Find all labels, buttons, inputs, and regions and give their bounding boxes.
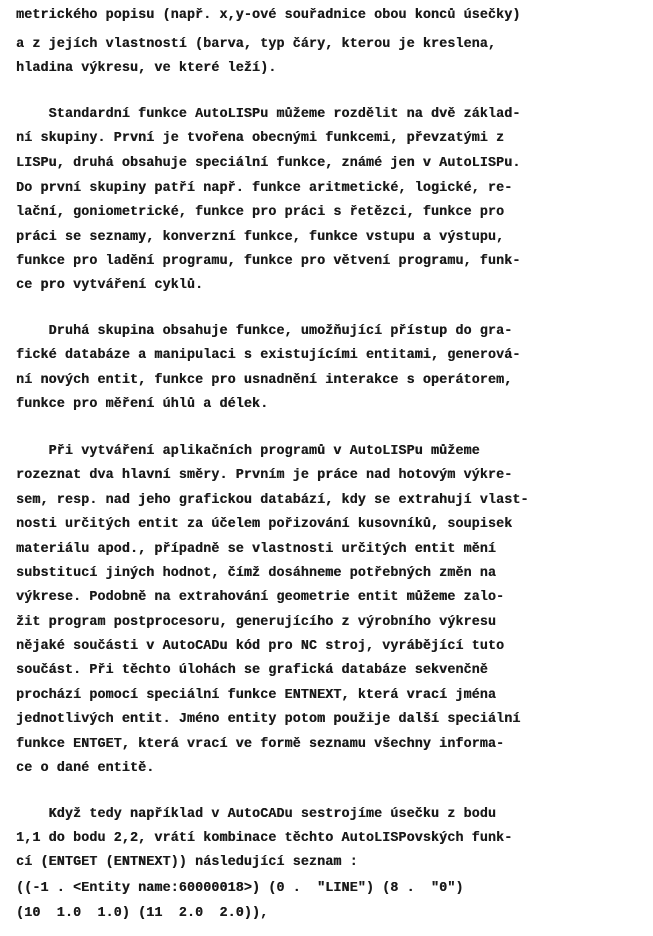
text-line: funkce ENTGET, která vrací ve formě seznamu všechny informa- [16, 737, 505, 752]
code-line: ((-1 . <Entity name:60000018>) (0 . "LINE") (8 . "0") [16, 881, 464, 896]
text-line: 1,1 do bodu 2,2, vrátí kombinace těchto AutoLISPovských funk- [16, 831, 513, 846]
paragraph-start: Standardní funkce AutoLISPu můžeme rozdělit na dvě základ- [16, 107, 521, 122]
text-line: LISPu, druhá obsahuje speciální funkce, známé jen v AutoLISPu. [16, 156, 521, 171]
text-line: funkce pro ladění programu, funkce pro větvení programu, funk- [16, 254, 521, 269]
text-line: jednotlivých entit. Jméno entity potom použije další speciální [16, 712, 521, 727]
text-line: a z jejích vlastností (barva, typ čáry, kterou je kreslena, [16, 37, 497, 52]
text-line: nosti určitých entit za účelem pořizování kusovníků, soupisek [16, 517, 513, 532]
text-line: výkrese. Podobně na extrahování geometrie entit můžeme zalo- [16, 590, 505, 605]
text-line: funkce pro měření úhlů a délek. [16, 397, 269, 412]
text-line: lační, goniometrické, funkce pro práci s řetězci, funkce pro [16, 205, 505, 220]
text-line: prochází pomocí speciální funkce ENTNEXT, která vrací jména [16, 688, 497, 703]
text-line: práci se seznamy, konverzní funkce, funkce vstupu a výstupu, [16, 230, 505, 245]
paragraph-start: Druhá skupina obsahuje funkce, umožňující přístup do gra- [16, 324, 513, 339]
text-line: ní skupiny. První je tvořena obecnými funkcemi, převzatými z [16, 131, 505, 146]
text-line: součást. Při těchto úlohách se grafická databáze sekvenčně [16, 663, 488, 678]
paragraph-start: Když tedy například v AutoCADu sestrojíme úsečku z bodu [16, 807, 497, 822]
text-line: Do první skupiny patří např. funkce aritmetické, logické, re- [16, 181, 513, 196]
text-line: sem, resp. nad jeho grafickou databází, kdy se extrahují vlast- [16, 493, 529, 508]
text-line: ní nových entit, funkce pro usnadnění interakce s operátorem, [16, 373, 513, 388]
paragraph-start: Při vytváření aplikačních programů v AutoLISPu můžeme [16, 444, 480, 459]
text-line: rozeznat dva hlavní směry. Prvním je práce nad hotovým výkre- [16, 468, 513, 483]
text-line: fické databáze a manipulaci s existujícími entitami, generová- [16, 348, 521, 363]
text-line: žit program postprocesoru, generujícího z výrobního výkresu [16, 615, 497, 630]
text-line: metrického popisu (např. x,y-ové souřadnice obou konců úsečky) [16, 8, 521, 23]
text-line: materiálu apod., případně se vlastnosti určitých entit mění [16, 542, 497, 557]
text-line: substitucí jiných hodnot, čímž dosáhneme potřebných změn na [16, 566, 497, 581]
code-line: (10 1.0 1.0) (11 2.0 2.0)), [16, 906, 269, 921]
text-line: hladina výkresu, ve které leží). [16, 61, 277, 76]
text-line: nějaké součásti v AutoCADu kód pro NC stroj, vyrábějící tuto [16, 639, 505, 654]
text-line: cí (ENTGET (ENTNEXT)) následující seznam : [16, 855, 358, 870]
text-line: ce o dané entitě. [16, 761, 155, 776]
text-line: ce pro vytváření cyklů. [16, 278, 204, 293]
